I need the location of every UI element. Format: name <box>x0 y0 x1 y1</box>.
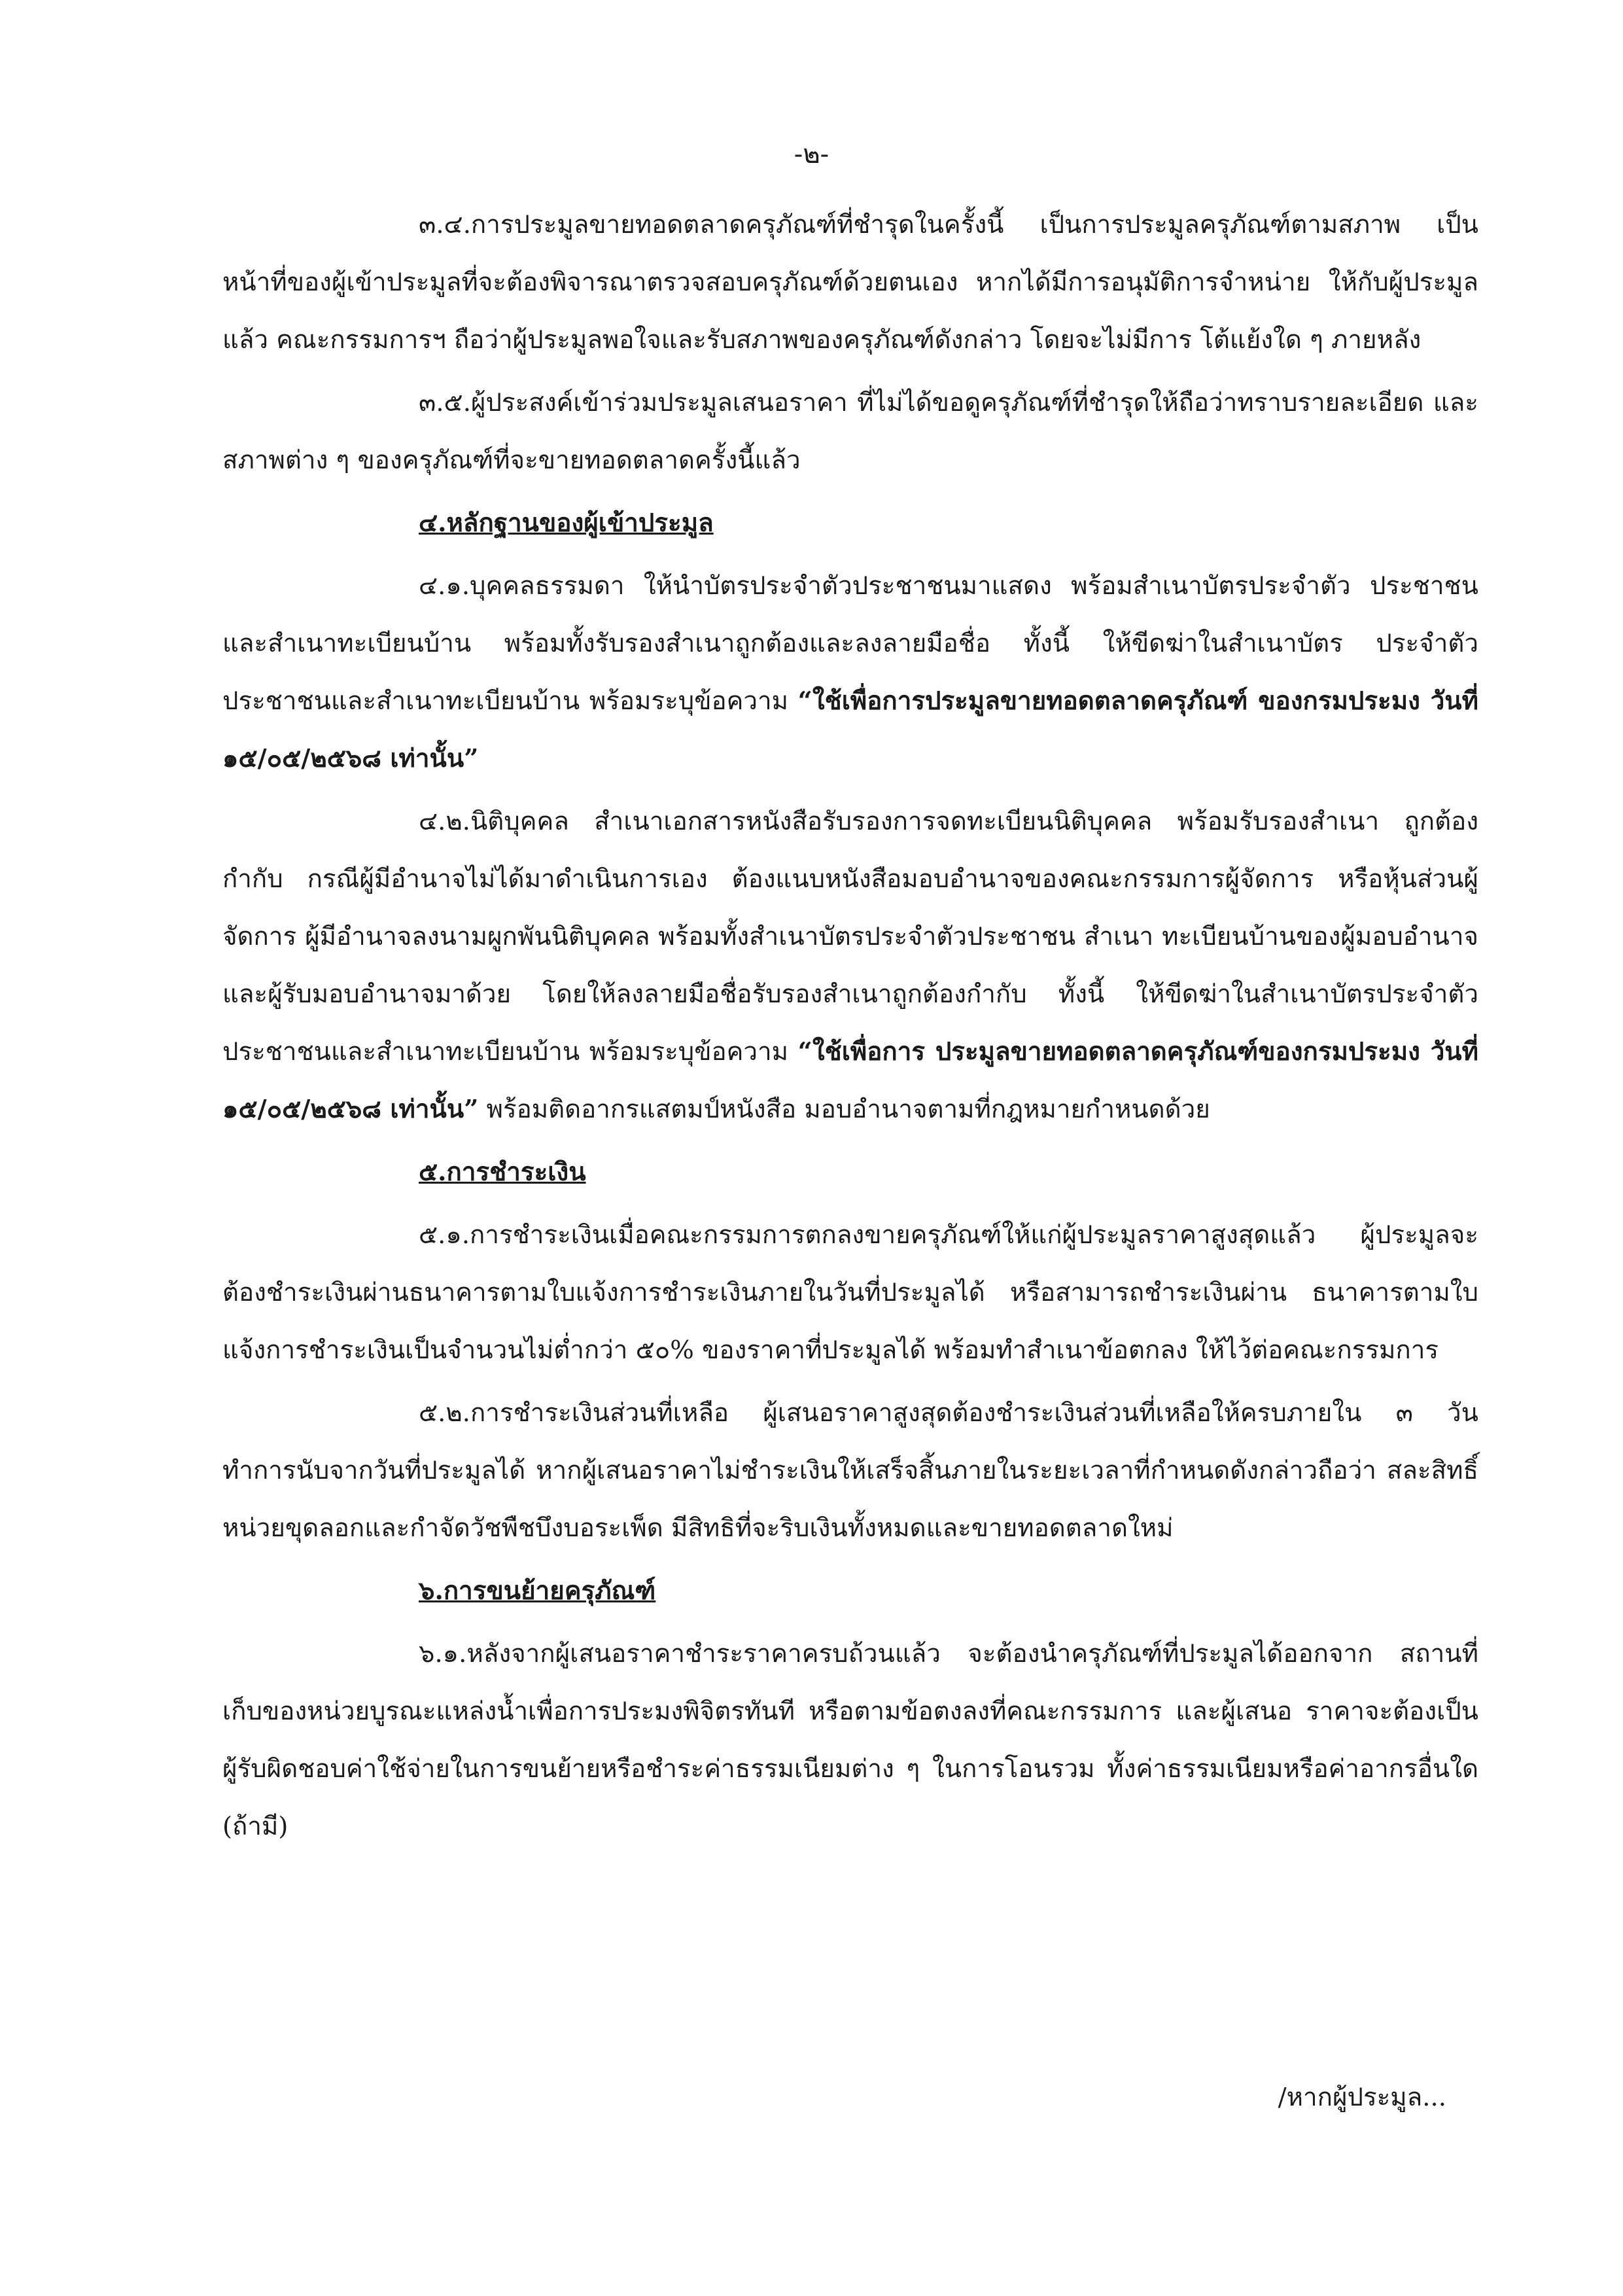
paragraph-5-1: ๕.๑.การชำระเงินเมื่อคณะกรรมการตกลงขายครุภัณฑ์ให้แก่ผู้ประมูลราคาสูงสุดแล้ว ผู้ประมูลจะต้องชำระเงินผ่านธนาคารตามใบแจ้งการชำระเงินภายในวันที่ประมูลได้ หรือสามารถชำระเงินผ่าน ธนาคารตามใบแจ้งการชำระเงินเป็นจำนวนไม่ต่ำกว่า ๕๐% ของราคาที่ประมูลได้ พร้อมทำสำเนาข้อตกลง ให้ไว้ต่อคณะกรรมการ <box>222 1220 1478 1365</box>
paragraph-3-5: ๓.๕.ผู้ประสงค์เข้าร่วมประมูลเสนอราคา ที่ไม่ได้ขอดูครุภัณฑ์ที่ชำรุดให้ถือว่าทราบรายละเอียด และสภาพต่าง ๆ ของครุภัณฑ์ที่จะขายทอดตลาดครั้งนี้แล้ว <box>222 388 1478 475</box>
paragraph-4-2-quote: “ใช้เพื่อการ ประมูลขายทอดตลาดครุภัณฑ์ของกรมประมง วันที่ ๑๕/๐๕/๒๕๖๘ เท่านั้น” <box>222 1037 1479 1124</box>
heading-section-4: ๔.หลักฐานของผู้เข้าประมูล <box>419 508 714 538</box>
heading-section-5: ๕.การชำระเงิน <box>419 1157 586 1187</box>
paragraph-4-1-quote: “ใช้เพื่อการประมูลขายทอดตลาดครุภัณฑ์ ของกรมประมง วันที่ ๑๕/๐๕/๒๕๖๘ เท่านั้น” <box>222 686 1479 773</box>
paragraph-5-2: ๕.๒.การชำระเงินส่วนที่เหลือ ผู้เสนอราคาสูงสุดต้องชำระเงินส่วนที่เหลือให้ครบภายใน ๓ วัน ทำการนับจากวันที่ประมูลได้ หากผู้เสนอราคาไม่ชำระเงินให้เสร็จสิ้นภายในระยะเวลาที่กำหนดดังกล่าวถือว่า สละสิทธิ์ หน่วยขุดลอกและกำจัดวัชพืชบึงบอระเพ็ด มีสิทธิที่จะริบเงินทั้งหมดและขายทอดตลาดใหม่ <box>222 1398 1478 1543</box>
paragraph-4-2-text: ๔.๒.นิติบุคคล สำเนาเอกสารหนังสือรับรองการจดทะเบียนนิติบุคคล พร้อมรับรองสำเนา ถูกต้องกำกับ กรณีผู้มีอำนาจไม่ได้มาดำเนินการเอง ต้องแนบหนังสือมอบอำนาจของคณะกรรมการผู้จัดการ หรือหุ้นส่วนผู้จัดการ ผู้มีอำนาจลงนามผูกพันนิติบุคคล พร้อมทั้งสำเนาบัตรประจำตัวประชาชน สำเนา ทะเบียนบ้านของผู้มอบอำนาจ และผู้รับมอบอำนาจมาด้วย โดยให้ลงลายมือชื่อรับรองสำเนาถูกต้องกำกับ ทั้งนี้ ให้ขีดฆ่าในสำเนาบัตรประจำตัวประชาชนและสำเนาทะเบียนบ้าน พร้อมระบุข้อความ <box>222 807 1478 1067</box>
paragraph-4-1 <box>222 557 1478 788</box>
page-number: -๒- <box>794 139 829 169</box>
paragraph-4-2 <box>222 793 1478 1139</box>
paragraph-3-4: ๓.๔.การประมูลขายทอดตลาดครุภัณฑ์ที่ชำรุดในครั้งนี้ เป็นการประมูลครุภัณฑ์ตามสภาพ เป็นหน้าที่ของผู้เข้าประมูลที่จะต้องพิจารณาตรวจสอบครุภัณฑ์ด้วยตนเอง หากได้มีการอนุมัติการจำหน่าย ให้กับผู้ประมูลแล้ว คณะกรรมการฯ ถือว่าผู้ประมูลพอใจและรับสภาพของครุภัณฑ์ดังกล่าว โดยจะไม่มีการ โต้แย้งใด ๆ ภายหลัง <box>222 210 1478 355</box>
continuation-note: /หากผู้ประมูล... <box>1278 2083 1446 2112</box>
paragraph-6-1: ๖.๑.หลังจากผู้เสนอราคาชำระราคาครบถ้วนแล้ว จะต้องนำครุภัณฑ์ที่ประมูลได้ออกจาก สถานที่เก็บของหน่วยบูรณะแหล่งน้ำเพื่อการประมงพิจิตรทันที หรือตามข้อตงลงที่คณะกรรมการ และผู้เสนอ ราคาจะต้องเป็นผู้รับผิดชอบค่าใช้จ่ายในการขนย้ายหรือชำระค่าธรรมเนียมต่าง ๆ ในการโอนรวม ทั้งค่าธรรมเนียมหรือค่าอากรอื่นใด (ถ้ามี) <box>222 1639 1478 1841</box>
document-body <box>222 196 1478 1861</box>
paragraph-4-2-tail: พร้อมติดอากรแสตมป์หนังสือ มอบอำนาจตามที่กฎหมายกำหนดด้วย <box>478 1095 1210 1124</box>
heading-section-6: ๖.การขนย้ายครุภัณฑ์ <box>419 1576 656 1606</box>
paragraph-4-1-text: ๔.๑.บุคคลธรรมดา ให้นำบัตรประจำตัวประชาชนมาแสดง พร้อมสำเนาบัตรประจำตัว ประชาชนและสำเนาทะเบียนบ้าน พร้อมทั้งรับรองสำเนาถูกต้องและลงลายมือชื่อ ทั้งนี้ ให้ขีดฆ่าในสำเนาบัตร ประจำตัวประชาชนและสำเนาทะเบียนบ้าน พร้อมระบุข้อความ <box>222 571 1478 716</box>
